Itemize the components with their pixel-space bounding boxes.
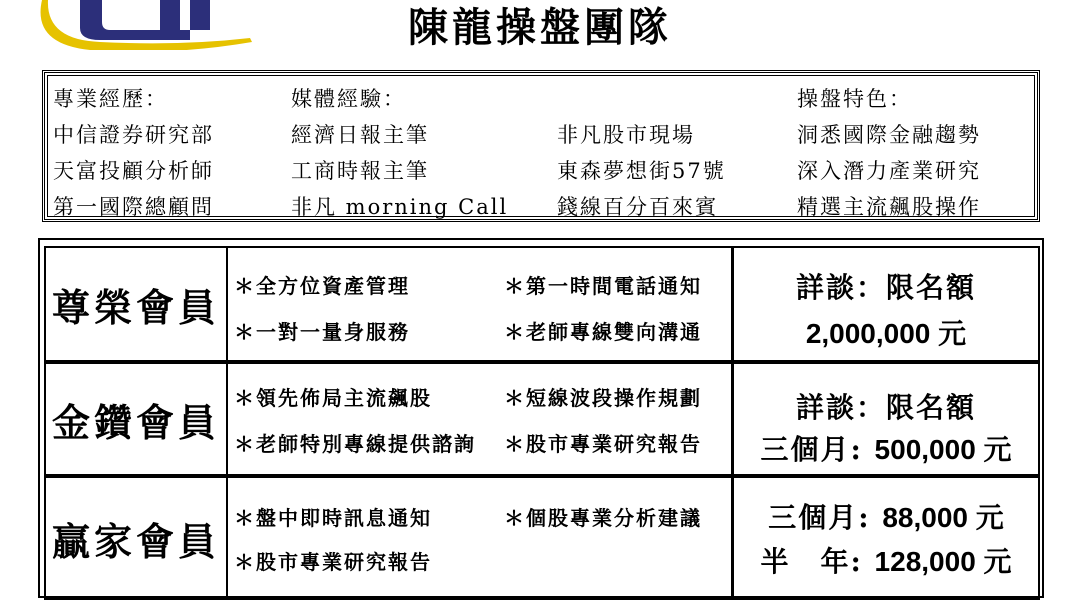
tier-features [228,248,734,360]
feature-item: ＊老師特別專線提供諮詢 [234,432,476,456]
profile-item: 工商時報主筆 [291,159,429,183]
feature-item: ＊盤中即時訊息通知 [234,506,432,530]
tier-features [228,478,734,598]
membership-table [38,238,1044,598]
price-label: 詳談：限名額 [795,391,976,424]
price-line [734,540,1038,580]
tier-name-cell [46,478,228,598]
price-amount: 128,000 元 [874,546,1012,577]
price-amount: 500,000 元 [874,434,1012,465]
profile-item: 精選主流飆股操作 [797,195,981,219]
membership-row [44,476,1040,600]
price-label: 三個月: [768,501,871,534]
profile-heading: 專業經歷： [53,87,168,111]
price-amount: 2,000,000 元 [805,318,967,349]
feature-item: ＊短線波段操作規劃 [504,386,702,410]
feature-item: ＊第一時間電話通知 [504,274,702,298]
profile-column-media [291,81,508,225]
price-line [734,312,1038,352]
feature-item: ＊老師專線雙向溝通 [504,320,702,344]
price-label: 半 年: [760,545,863,578]
price-amount: 88,000 元 [882,502,1004,533]
profile-item: 東森夢想街57號 [557,159,726,183]
price-line [734,428,1038,468]
profile-item: 第一國際總顧問 [53,195,214,219]
tier-features [228,364,734,474]
membership-row [44,246,1040,362]
profile-heading: 操盤特色： [797,87,912,111]
price-line [734,496,1038,536]
profile-item: 中信證券研究部 [53,123,214,147]
feature-item: ＊股市專業研究報告 [504,432,702,456]
price-label: 三個月: [760,433,863,466]
profile-item: 天富投顧分析師 [53,159,214,183]
profile-heading: 媒體經驗： [291,87,406,111]
feature-item: ＊個股專業分析建議 [504,506,702,530]
profile-column-style [797,81,981,225]
tier-name: 尊榮會員 [51,284,220,330]
feature-item: ＊股市專業研究報告 [234,550,432,574]
tier-name: 贏家會員 [51,518,220,564]
profile-item: 洞悉國際金融趨勢 [797,123,981,147]
feature-item: ＊全方位資產管理 [234,274,410,298]
profile-item: 深入潛力產業研究 [797,159,981,183]
profile-item: 非凡股市現場 [557,123,695,147]
feature-item: ＊一對一量身服務 [234,320,410,344]
profile-column-experience [53,81,214,225]
page-title: 陳龍操盤團隊 [408,4,672,51]
tier-name-cell [46,364,228,474]
profile-item: 錢線百分百來賓 [557,195,718,219]
price-line [734,266,1038,306]
tier-price [734,364,1038,474]
membership-row [44,362,1040,476]
profile-item: 非凡 morning Call [291,195,509,219]
tier-name-cell [46,248,228,360]
tier-name: 金鑽會員 [51,399,220,445]
profile-box [42,70,1040,222]
profile-column-media-shows [557,81,726,225]
price-line [734,386,1038,426]
profile-item: 經濟日報主筆 [291,123,429,147]
profile-heading [557,81,726,117]
tier-price [734,248,1038,360]
price-label: 詳談：限名額 [795,271,976,304]
feature-item: ＊領先佈局主流飆股 [234,386,432,410]
tier-price [734,478,1038,598]
